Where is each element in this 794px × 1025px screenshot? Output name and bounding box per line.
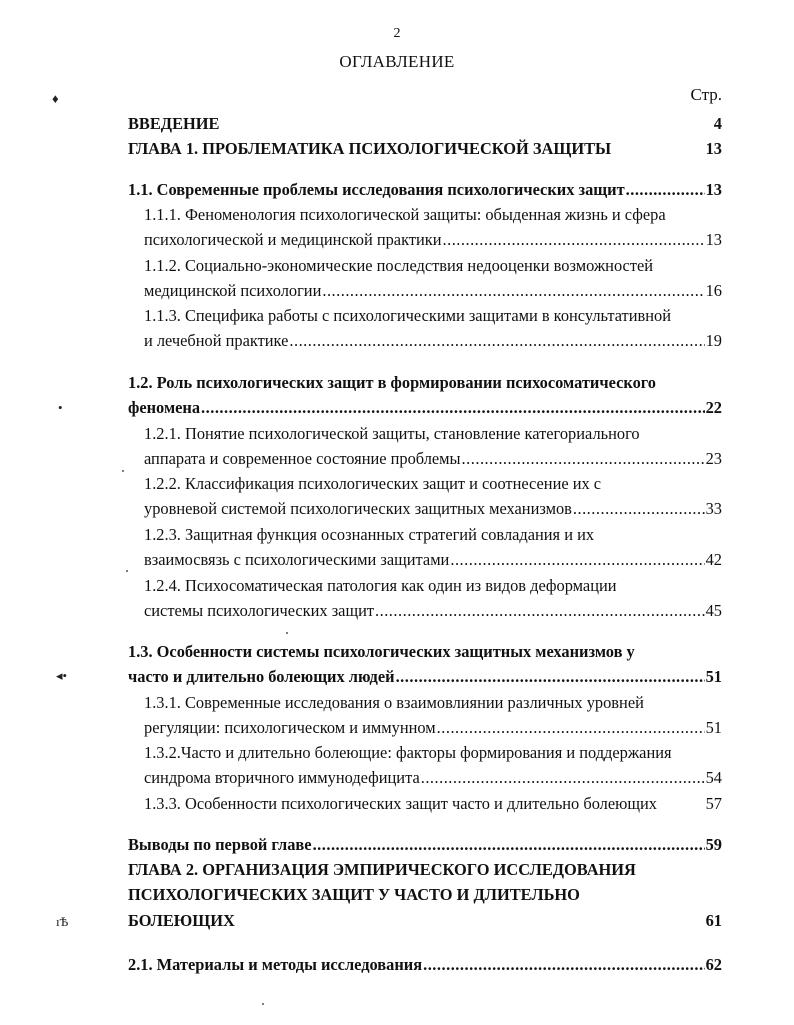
toc-entry-page: 13 [705,180,722,199]
toc-entry-title: и лечебной практике [144,331,289,350]
toc-entry-1-3-2-cont[interactable] [144,767,722,789]
toc-entry-1-2-1-cont[interactable] [144,448,722,470]
toc-entry-title: 1.2. Роль психологических защит в формировании психосоматического [128,373,656,392]
toc-entry-title: 1.1.1. Феноменология психологической защиты: обыденная жизнь и сфера [144,205,666,224]
leader-dots [443,229,705,251]
toc-entry-1-3-1[interactable] [144,692,722,714]
toc-entry-1-1-2-cont[interactable] [144,280,722,302]
toc-entry-title: 1.2.1. Понятие психологической защиты, становление категориального [144,424,640,443]
leader-dots [450,549,704,571]
toc-entry-1-1-3[interactable] [144,305,722,327]
toc-entry-1-2[interactable] [128,372,722,394]
leader-dots [289,330,704,352]
toc-entry-title: 1.1.3. Специфика работы с психологическими защитами в консультативной [144,306,671,325]
toc-entry-title: 1.1.2. Социально-экономические последствия недооценки возможностей [144,256,654,275]
toc-entry-chapter-2-cont2[interactable] [128,910,722,932]
margin-mark: • [58,400,63,415]
toc-entry-title: психологической и медицинской практики [144,230,442,249]
toc-entry-2-1[interactable] [128,954,722,976]
toc-entry-1-1-3-cont[interactable] [144,330,722,352]
page-column-label: Стр. [690,85,722,104]
toc-entry-1-2-4[interactable] [144,575,722,597]
toc-entry-1-2-3[interactable] [144,524,722,546]
toc-entry-1-1-1[interactable] [144,204,722,226]
toc-entry-page: 51 [705,667,722,686]
toc-entry-title: 1.2.4. Психосоматическая патология как один из видов деформации [144,576,617,595]
margin-mark: ıѢ [56,914,69,929]
toc-entry-chapter-2-cont[interactable] [128,884,722,906]
toc-entry-page: 33 [705,499,722,518]
toc-entry-title: медицинской психологии [144,281,322,300]
toc-entry-page: 42 [705,550,722,569]
toc-entry-title: БОЛЕЮЩИХ [128,911,235,930]
toc-entry-chapter-2[interactable] [128,859,722,881]
toc-entry-title: 1.3.2.Часто и длительно болеющие: факторы формирования и поддержания [144,743,672,762]
toc-entry-page: 54 [705,768,722,787]
toc-entry-page: 57 [705,794,722,813]
toc-entry-page: 13 [705,139,722,158]
leader-dots [437,717,705,739]
toc-entry-title: 1.2.3. Защитная функция осознанных стратегий совладания и их [144,525,595,544]
toc-entry-conclusions-1[interactable] [128,834,722,856]
toc-entry-page: 19 [705,331,722,350]
leader-dots [462,448,705,470]
page-title: ОГЛАВЛЕНИЕ [339,52,455,71]
toc-entry-title: ГЛАВА 1. ПРОБЛЕМАТИКА ПСИХОЛОГИЧЕСКОЙ ЗАЩИТЫ [128,139,612,158]
toc-entry-page: 45 [705,601,722,620]
toc-entry-chapter-1[interactable] [128,138,722,160]
toc-entry-title: системы психологических защит [144,601,375,620]
scan-speck [126,570,128,572]
toc-entry-title: взаимосвязь с психологическими защитами [144,550,450,569]
toc-entry-1-1-1-cont[interactable] [144,229,722,251]
toc-entry-title: аппарата и современное состояние проблемы [144,449,461,468]
toc-entry-1-1-2[interactable] [144,255,722,277]
toc-entry-page: 59 [705,835,722,854]
toc-entry-title: ПСИХОЛОГИЧЕСКИХ ЗАЩИТ У ЧАСТО И ДЛИТЕЛЬНО [128,885,580,904]
toc-entry-title: феномена [128,398,201,417]
leader-dots [421,767,705,789]
leader-dots [322,280,704,302]
leader-dots [626,179,705,201]
margin-mark: ♦ [52,91,59,106]
leader-dots [573,498,705,520]
toc-entry-title: 1.3. Особенности системы психологических защитных механизмов у [128,642,635,661]
toc-entry-page: 22 [705,398,722,417]
leader-dots [201,397,705,419]
toc-entry-page: 61 [705,911,722,930]
toc-entry-title: 1.2.2. Классификация психологических защит и соотнесение их с [144,474,602,493]
toc-entry-1-2-1[interactable] [144,423,722,445]
toc-entry-1-3-3[interactable] [144,793,722,815]
leader-dots [396,666,705,688]
toc-entry-1-2-3-cont[interactable] [144,549,722,571]
toc-entry-1-1[interactable] [128,179,722,201]
toc-entry-title: 1.3.3. Особенности психологических защит часто и длительно болеющих [144,794,657,813]
scan-speck [122,470,124,472]
toc-entry-intro[interactable] [128,113,722,135]
leader-dots [313,834,705,856]
leader-dots [375,600,705,622]
toc-entry-title: регуляции: психологическом и иммунном [144,718,436,737]
page-number: 2 [393,26,401,41]
toc-entry-page: 62 [705,955,722,974]
toc-entry-title: часто и длительно болеющих людей [128,667,395,686]
toc-entry-title: 2.1. Материалы и методы исследования [128,955,423,974]
toc-entry-page: 51 [705,718,722,737]
toc-entry-page: 13 [705,230,722,249]
toc-entry-1-2-4-cont[interactable] [144,600,722,622]
toc-entry-title: 1.1. Современные проблемы исследования психологических защит [128,180,625,199]
leader-dots [423,954,705,976]
toc-entry-1-3[interactable] [128,641,722,663]
toc-entry-title: Выводы по первой главе [128,835,312,854]
toc-entry-page: 16 [705,281,722,300]
scan-speck [286,632,288,634]
toc-entry-1-3-1-cont[interactable] [144,717,722,739]
toc-entry-1-2-cont[interactable] [128,397,722,419]
margin-mark: ◂• [56,668,68,683]
scan-speck [262,1003,264,1005]
toc-entry-1-2-2-cont[interactable] [144,498,722,520]
toc-entry-title: ГЛАВА 2. ОРГАНИЗАЦИЯ ЭМПИРИЧЕСКОГО ИССЛЕДОВАНИЯ [128,860,636,879]
toc-entry-1-2-2[interactable] [144,473,722,495]
toc-entry-title: уровневой системой психологических защитных механизмов [144,499,572,518]
toc-entry-title: ВВЕДЕНИЕ [128,114,220,133]
toc-entry-1-3-cont[interactable] [128,666,722,688]
toc-entry-title: синдрома вторичного иммунодефицита [144,768,420,787]
toc-entry-title: 1.3.1. Современные исследования о взаимовлиянии различных уровней [144,693,644,712]
toc-entry-page: 4 [713,114,722,133]
toc-entry-page: 23 [705,449,722,468]
toc-entry-1-3-2[interactable] [144,742,722,764]
